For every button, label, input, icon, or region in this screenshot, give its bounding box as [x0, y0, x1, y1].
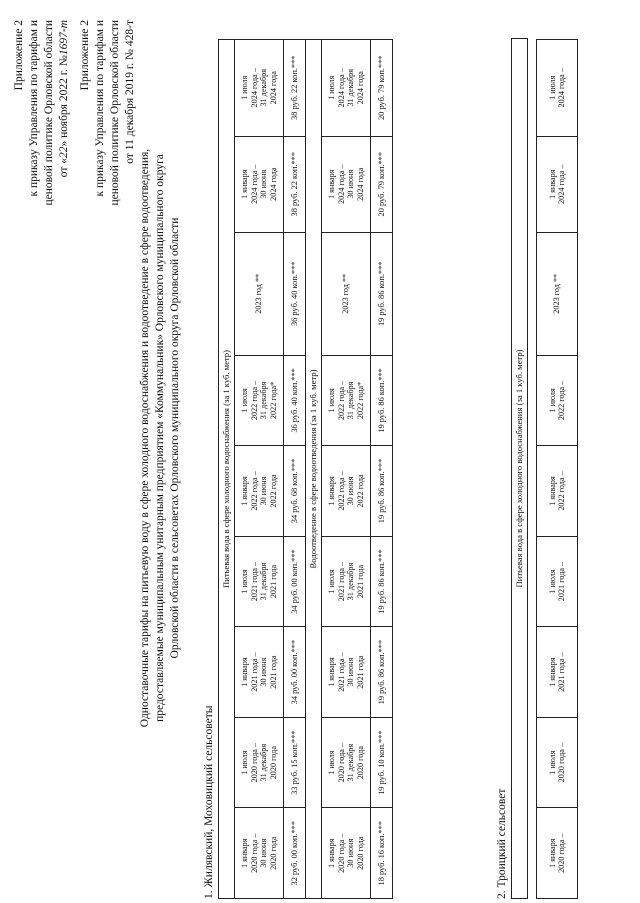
period-cell: 1 июля 2021 года – 31 декабря 2021 года — [322, 536, 371, 627]
period-cell: 1 июля 2021 года – — [537, 536, 578, 627]
period-header-row — [322, 40, 371, 899]
tariff-value: 38 руб. 22 коп.*** — [284, 40, 306, 137]
tariff-value: 34 руб. 00 коп.*** — [284, 536, 306, 627]
period-cell: 1 января 2020 года – 30 июня 2020 года — [235, 808, 284, 899]
period-cell: 1 января 2022 года – 30 июня 2022 года — [235, 446, 284, 537]
period-header-row — [537, 40, 578, 899]
appendix-header-previous — [78, 20, 138, 205]
tariff-value: 19 руб. 10 коп.*** — [371, 717, 393, 808]
appendix-header-current — [12, 20, 72, 205]
period-cell: 1 июля 2024 года – 31 декабря 2024 года — [322, 40, 371, 137]
period-cell: 1 июля 2024 года – — [537, 40, 578, 137]
tariff-value: 20 руб. 79 коп.*** — [371, 136, 393, 232]
period-cell: 1 января 2024 года – — [537, 136, 578, 232]
period-cell: 1 июля 2022 года – 31 декабря 2022 года* — [235, 355, 284, 446]
period-cell: 1 января 2024 года – 30 июня 2024 года — [235, 136, 284, 232]
period-cell: 1 июля 2021 года – 31 декабря 2021 года — [235, 536, 284, 627]
appendix-date-line: от 11 декабря 2019 г. № 428-т — [124, 20, 136, 164]
appendix-date-line: от «22» ноября 2022 г. №1697-т — [58, 20, 70, 178]
period-cell: 1 июля 2020 года – 31 декабря 2020 года — [322, 717, 371, 808]
table-caption-sewerage: Водоотведение в сфере водоотведения (за 1 куб. метр) — [306, 40, 322, 899]
tariff-value: 38 руб. 22 коп.*** — [284, 136, 306, 232]
tariff-value: 32 руб. 00 коп.*** — [284, 808, 306, 899]
appendix-number: Приложение 2 — [13, 20, 25, 91]
section-heading: 2. Троицкий сельсовет — [496, 788, 508, 899]
tariff-table-section-1 — [218, 39, 393, 899]
tariff-value: 19 руб. 86 коп.*** — [371, 355, 393, 446]
appendix-number: Приложение 2 — [79, 20, 91, 91]
period-cell: 1 января 2020 года – 30 июня 2020 года — [322, 808, 371, 899]
tariff-table-section-2-caption — [511, 38, 528, 899]
tariff-value: 20 руб. 79 коп.*** — [371, 40, 393, 137]
tariff-value: 33 руб. 15 коп.*** — [284, 717, 306, 808]
table-caption-water: Питьевая вода в сфере холодного водоснабжения (за 1 куб. метр) — [512, 39, 528, 899]
tariff-value: 34 руб. 00 коп.*** — [284, 627, 306, 718]
tariff-value: 19 руб. 86 коп.*** — [371, 627, 393, 718]
period-cell: 2023 год ** — [537, 232, 578, 355]
period-cell: 1 января 2020 года – — [537, 808, 578, 899]
period-cell: 2023 год ** — [322, 232, 371, 355]
tariff-value: 19 руб. 86 коп.*** — [371, 446, 393, 537]
tariff-value-row — [284, 40, 306, 899]
tariff-value: 34 руб. 68 коп.*** — [284, 446, 306, 537]
appendix-order-line: к приказу Управления по тарифам и — [94, 20, 106, 197]
period-cell: 1 июля 2020 года – 31 декабря 2020 года — [235, 717, 284, 808]
table-caption-water: Питьевая вода в сфере холодного водоснабжения (за 1 куб. метр) — [219, 40, 235, 899]
tariff-value: 18 руб. 16 коп.*** — [371, 808, 393, 899]
tariff-value: 36 руб. 40 коп.*** — [284, 355, 306, 446]
period-cell: 1 января 2021 года – 30 июня 2021 года — [322, 627, 371, 718]
period-cell: 1 июля 2022 года – — [537, 355, 578, 446]
section-heading: 1. Жилявский, Моховицкий сельсоветы — [203, 705, 215, 899]
period-cell: 1 января 2021 года – — [537, 627, 578, 718]
document-title: Одноставочные тарифы на питьевую воду в сфере холодного водоснабжения и водоотведение в сфере водоотведения, предоставляемые муниципальным унитарным предприятием «Коммунальник» Орловского муниципального округа Орловской области в сельсоветах Орловского муниципального округа Орловской области — [139, 148, 181, 728]
appendix-authority-line: ценовой политике Орловской области — [43, 20, 55, 206]
period-cell: 1 июля 2024 года – 31 декабря 2024 года — [235, 40, 284, 137]
period-cell: 1 июля 2022 года – 31 декабря 2022 года* — [322, 355, 371, 446]
period-header-row — [235, 40, 284, 899]
tariff-value: 19 руб. 86 коп.*** — [371, 232, 393, 355]
tariff-value: 36 руб. 40 коп.*** — [284, 232, 306, 355]
tariff-value-row — [371, 40, 393, 899]
period-cell: 1 января 2021 года – 30 июня 2021 года — [235, 627, 284, 718]
period-cell: 1 июля 2020 года – — [537, 717, 578, 808]
period-cell: 1 января 2022 года – 30 июня 2022 года — [322, 446, 371, 537]
tariff-table-section-2-periods — [536, 39, 578, 899]
appendix-authority-line: ценовой политике Орловской области — [109, 20, 121, 206]
period-cell: 2023 год ** — [235, 232, 284, 355]
tariff-value: 19 руб. 86 коп.*** — [371, 536, 393, 627]
appendix-order-line: к приказу Управления по тарифам и — [28, 20, 40, 197]
period-cell: 1 января 2022 года – — [537, 446, 578, 537]
period-cell: 1 января 2024 года – 30 июня 2024 года — [322, 136, 371, 232]
